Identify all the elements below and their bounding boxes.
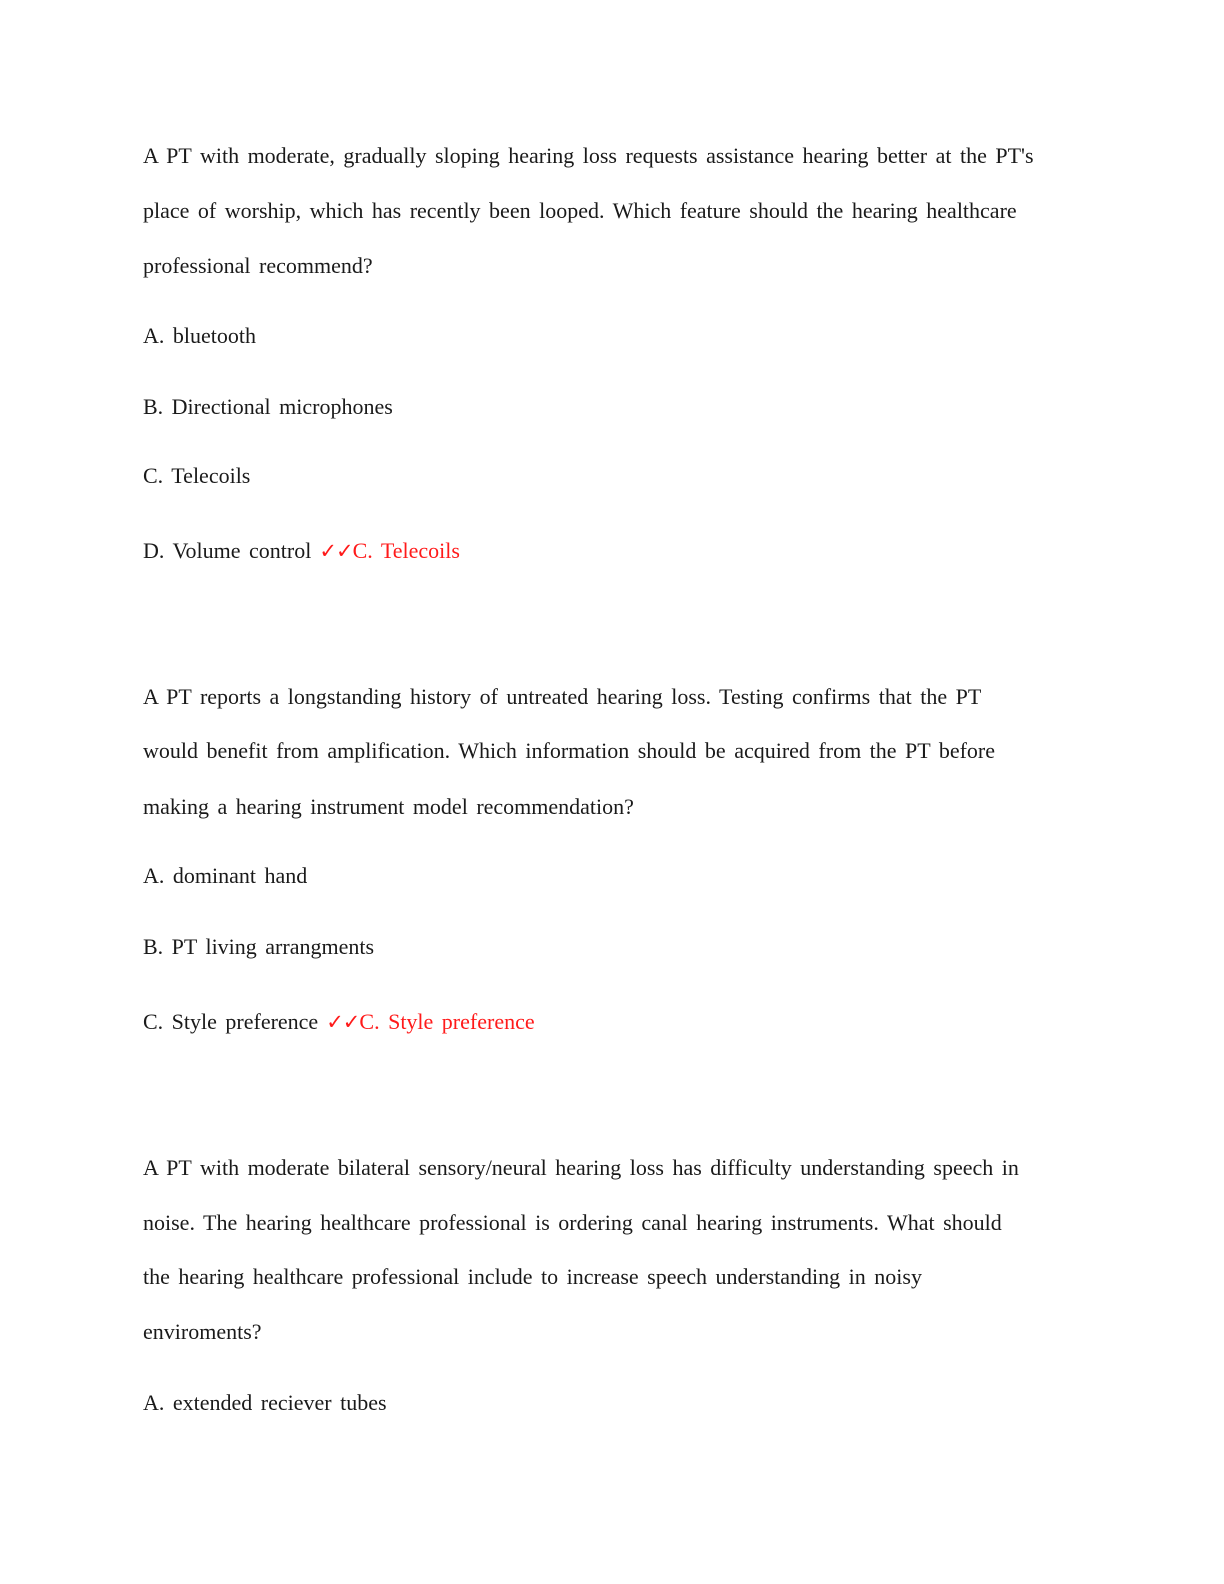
question-2-option-c: C. Style preference xyxy=(143,1009,319,1034)
question-1-option-d-row xyxy=(143,537,460,565)
question-3-stem-line-4: enviroments? xyxy=(143,1319,262,1344)
question-2-option-a: A. dominant hand xyxy=(143,863,308,888)
question-1-stem-line-1: A PT with moderate, gradually sloping hearing loss requests assistance hearing better at the PT's xyxy=(143,143,1034,168)
question-2-answer: C. Style preference xyxy=(359,1009,535,1034)
question-1-option-d: D. Volume control xyxy=(143,538,312,563)
question-1-stem-line-3: professional recommend? xyxy=(143,253,373,278)
question-3-option-a: A. extended reciever tubes xyxy=(143,1390,387,1415)
question-3-stem-line-2: noise. The hearing healthcare professional is ordering canal hearing instruments. What should xyxy=(143,1210,1002,1235)
question-1-answer: C. Telecoils xyxy=(352,538,460,563)
question-2-stem-line-2: would benefit from amplification. Which information should be acquired from the PT before xyxy=(143,738,996,763)
question-2-stem-line-3: making a hearing instrument model recommendation? xyxy=(143,794,634,819)
question-3-stem-line-1: A PT with moderate bilateral sensory/neural hearing loss has difficulty understanding speech in xyxy=(143,1155,1019,1180)
checkmark-icon: ✓✓ xyxy=(319,539,353,563)
question-2-option-c-row xyxy=(143,1008,535,1036)
question-1-option-c: C. Telecoils xyxy=(143,463,251,488)
question-2-stem-line-1: A PT reports a longstanding history of untreated hearing loss. Testing confirms that the PT xyxy=(143,684,982,709)
checkmark-icon: ✓✓ xyxy=(326,1010,360,1034)
question-2-option-b: B. PT living arrangments xyxy=(143,934,375,959)
question-1-stem-line-2: place of worship, which has recently been looped. Which feature should the hearing healthcare xyxy=(143,198,1017,223)
question-1-option-b: B. Directional microphones xyxy=(143,394,393,419)
question-3-stem-line-3: the hearing healthcare professional include to increase speech understanding in noisy xyxy=(143,1264,922,1289)
question-1-option-a: A. bluetooth xyxy=(143,323,256,348)
